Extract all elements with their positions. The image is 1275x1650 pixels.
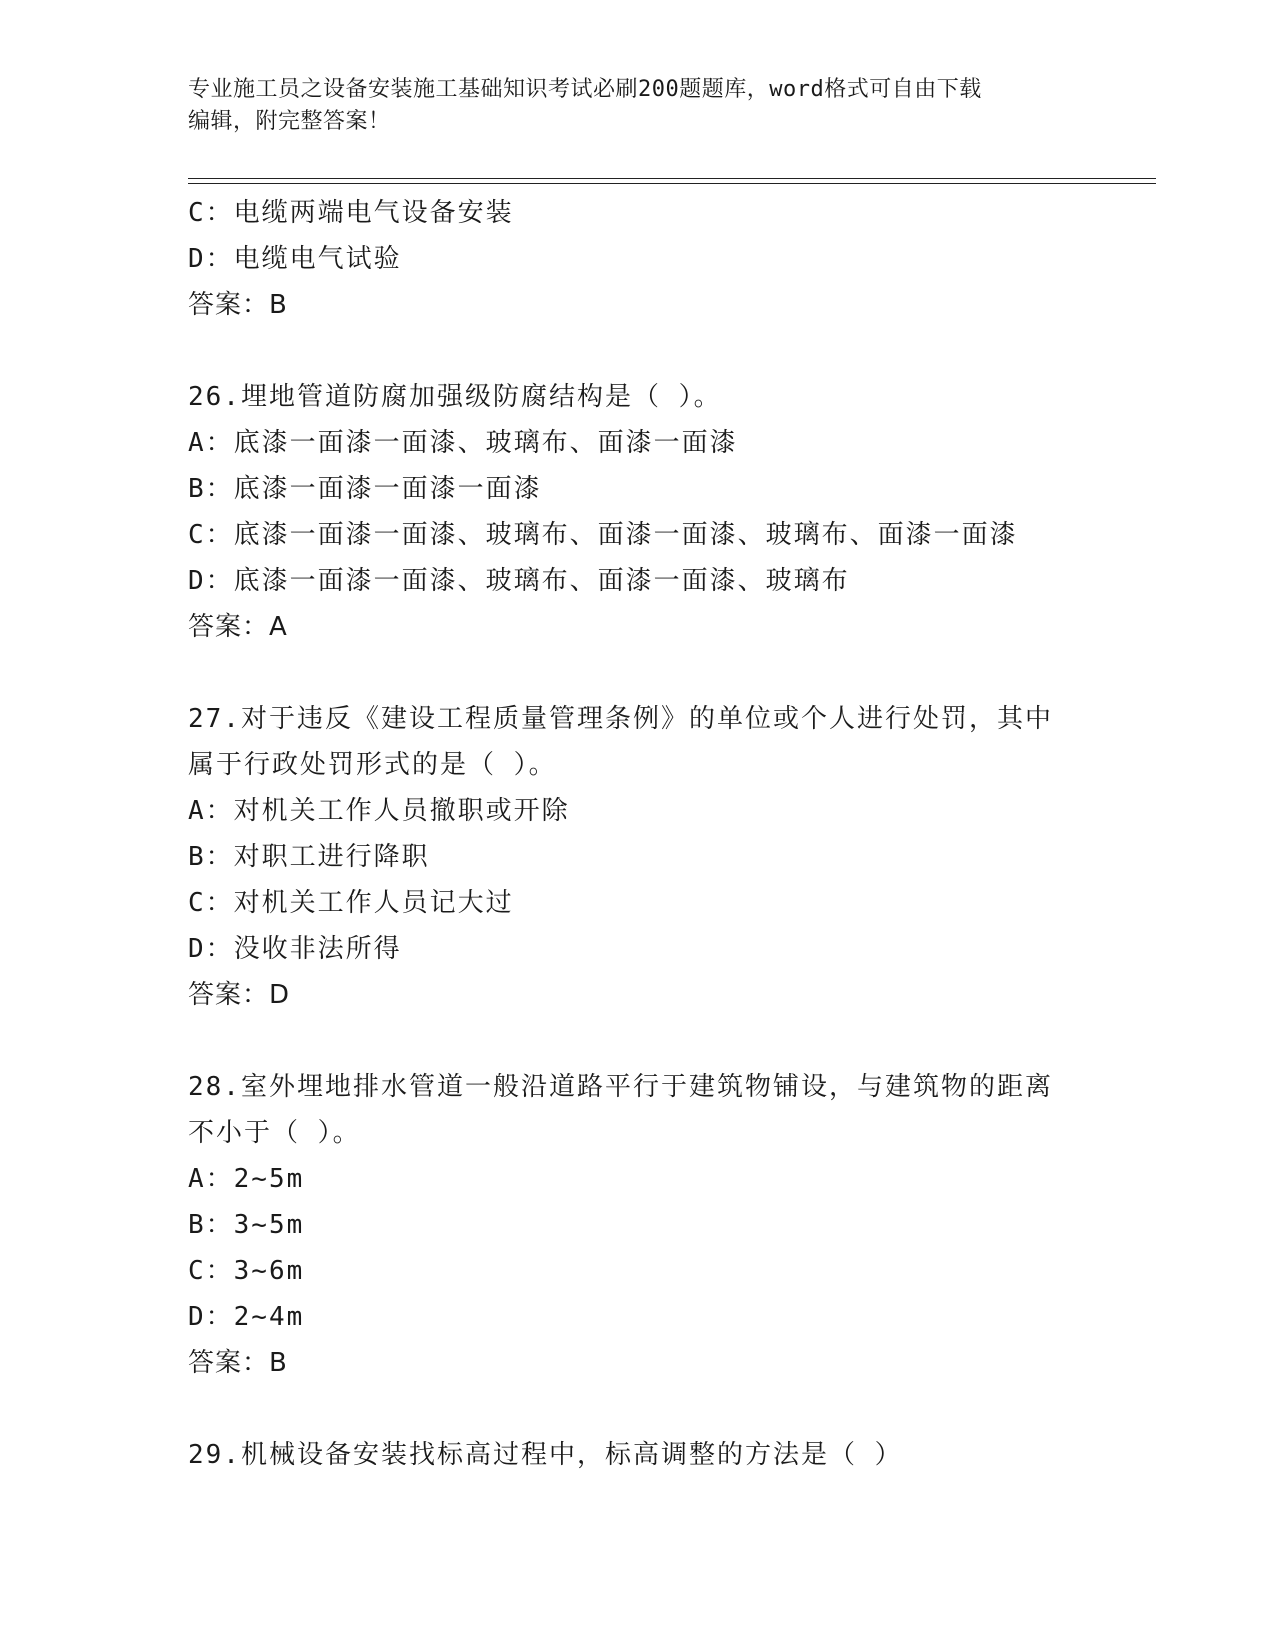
header-divider-top — [188, 178, 1156, 179]
option-c: C：3~6m — [188, 1256, 305, 1286]
question-text-line-2: 不小于（ ）。 — [188, 1118, 361, 1148]
header-divider-bottom — [188, 183, 1156, 184]
question-27 — [188, 696, 1088, 1018]
spacer — [188, 328, 1088, 374]
option-a: A：2~5m — [188, 1164, 305, 1194]
option-b: B：对职工进行降职 — [188, 842, 430, 872]
question-28 — [188, 1064, 1088, 1386]
answer-line: 答案：A — [188, 612, 288, 642]
header-title-line-1: 专业施工员之设备安装施工基础知识考试必刷200题题库，word格式可自由下载 — [188, 77, 982, 102]
question-25-tail — [188, 190, 1088, 328]
document-header — [188, 74, 1088, 138]
question-text-line-2: 属于行政处罚形式的是（ ）。 — [188, 750, 557, 780]
spacer — [188, 1018, 1088, 1064]
answer-line: 答案：B — [188, 290, 288, 320]
option-b: B：底漆一面漆一面漆一面漆 — [188, 474, 542, 504]
answer-line: 答案：D — [188, 980, 291, 1010]
question-text: 29.机械设备安装找标高过程中，标高调整的方法是（ ） — [188, 1440, 903, 1470]
header-title-line-2: 编辑，附完整答案！ — [188, 109, 391, 134]
option-d: D：电缆电气试验 — [188, 244, 402, 274]
option-c: C：对机关工作人员记大过 — [188, 888, 514, 918]
option-d: D：底漆一面漆一面漆、玻璃布、面漆一面漆、玻璃布 — [188, 566, 850, 596]
option-b: B：3~5m — [188, 1210, 305, 1240]
spacer — [188, 650, 1088, 696]
question-text: 26.埋地管道防腐加强级防腐结构是（ ）。 — [188, 382, 722, 412]
option-c: C：底漆一面漆一面漆、玻璃布、面漆一面漆、玻璃布、面漆一面漆 — [188, 520, 1018, 550]
option-c: C：电缆两端电气设备安装 — [188, 198, 514, 228]
option-d: D：没收非法所得 — [188, 934, 402, 964]
option-a: A：对机关工作人员撤职或开除 — [188, 796, 570, 826]
spacer — [188, 1386, 1088, 1432]
question-text-line-1: 27.对于违反《建设工程质量管理条例》的单位或个人进行处罚，其中 — [188, 704, 1053, 734]
option-a: A：底漆一面漆一面漆、玻璃布、面漆一面漆 — [188, 428, 738, 458]
answer-line: 答案：B — [188, 1348, 288, 1378]
option-d: D：2~4m — [188, 1302, 305, 1332]
question-29 — [188, 1432, 1088, 1478]
question-text-line-1: 28.室外埋地排水管道一般沿道路平行于建筑物铺设，与建筑物的距离 — [188, 1072, 1053, 1102]
question-26 — [188, 374, 1088, 650]
question-list — [188, 190, 1088, 1478]
